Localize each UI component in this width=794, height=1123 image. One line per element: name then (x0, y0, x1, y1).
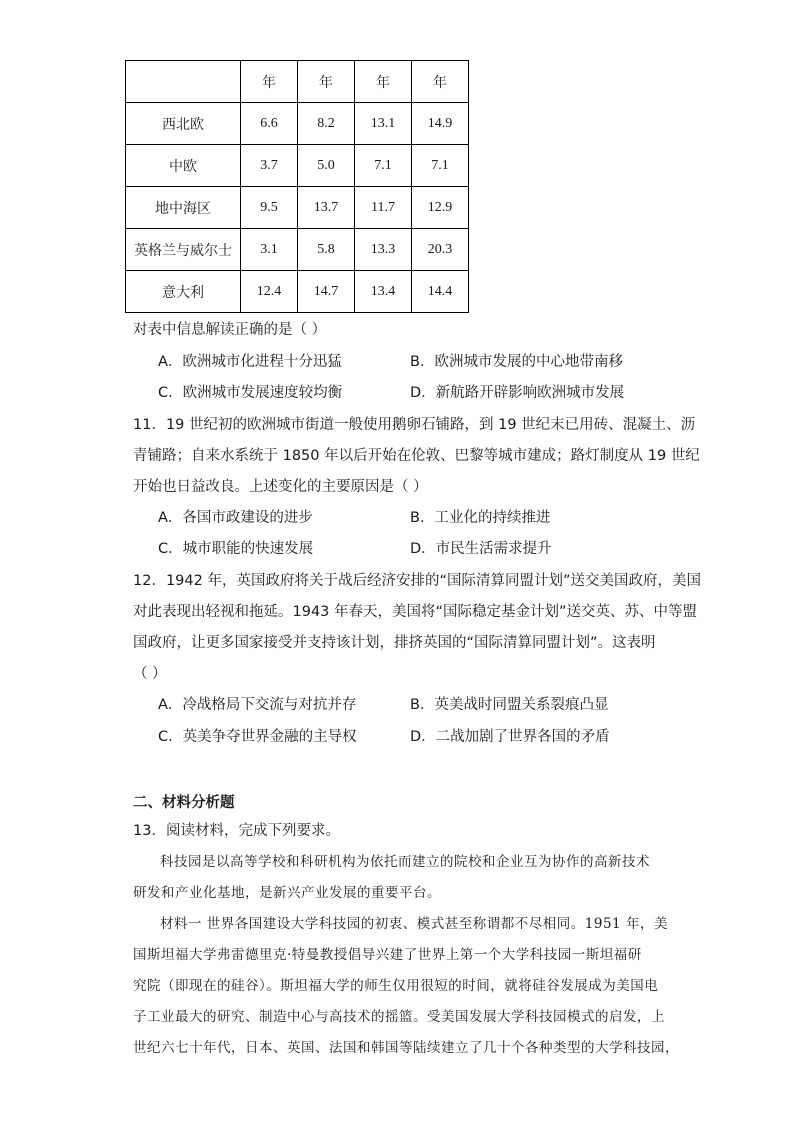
table-header-cell: 年 (298, 61, 355, 103)
material-one-line1: 材料一 世界各国建设大学科技园的初衷、模式甚至称谓都不尽相同。1951 年，美 (160, 916, 668, 932)
table-header-cell: 年 (241, 61, 298, 103)
q11-option-a[interactable]: A．各国市政建设的进步 (158, 510, 313, 526)
q12-option-b[interactable]: B．英美战时同盟关系裂痕凸显 (410, 697, 609, 713)
q12-option-c[interactable]: C．英美争夺世界金融的主导权 (158, 729, 357, 745)
value-cell: 9.5 (241, 187, 298, 229)
value-cell: 12.4 (241, 271, 298, 313)
q11-option-b[interactable]: B．工业化的持续推进 (410, 510, 551, 526)
urbanization-table (125, 60, 469, 313)
region-cell: 地中海区 (126, 187, 241, 229)
q12-option-a[interactable]: A．冷战格局下交流与对抗并存 (158, 697, 357, 713)
value-cell: 12.9 (412, 187, 469, 229)
material-one-line5: 世纪六七十年代，日本、英国、法国和韩国等陆续建立了几十个各种类型的大学科技园， (133, 1040, 679, 1056)
region-cell: 中欧 (126, 145, 241, 187)
value-cell: 14.4 (412, 271, 469, 313)
material-one-line4: 子工业最大的研究、制造中心与高技术的摇篮。受美国发展大学科技园模式的启发，上 (133, 1009, 665, 1025)
value-cell: 5.0 (298, 145, 355, 187)
q11-option-d[interactable]: D．市民生活需求提升 (410, 541, 552, 557)
value-cell: 14.9 (412, 103, 469, 145)
table-header-row (126, 61, 469, 103)
region-cell: 意大利 (126, 271, 241, 313)
q12-stem-line1: 12．1942 年，英国政府将关于战后经济安排的“国际清算同盟计划”送交美国政府，美国 (133, 573, 701, 589)
section-title: 二、材料分析题 (133, 795, 235, 811)
value-cell: 13.4 (355, 271, 412, 313)
value-cell: 11.7 (355, 187, 412, 229)
q13-intro: 13．阅读材料，完成下列要求。 (133, 823, 340, 839)
q10-option-c[interactable]: C．欧洲城市发展速度较均衡 (158, 385, 343, 401)
value-cell: 3.1 (241, 229, 298, 271)
q10-stem: 对表中信息解读正确的是（ ） (133, 322, 327, 338)
value-cell: 6.6 (241, 103, 298, 145)
q10-option-a[interactable]: A．欧洲城市化进程十分迅猛 (158, 354, 342, 370)
q11-stem-line2: 青铺路；自来水系统于 1850 年以后开始在伦敦、巴黎等城市建成；路灯制度从 19 世纪 (133, 448, 700, 464)
material-intro-line2: 研发和产业化基地，是新兴产业发展的重要平台。 (133, 885, 441, 901)
table-header-cell: 年 (355, 61, 412, 103)
material-intro-line1: 科技园是以高等学校和科研机构为依托而建立的院校和企业互为协作的高新技术 (160, 854, 650, 870)
region-cell: 西北欧 (126, 103, 241, 145)
q11-stem-line3: 开始也日益改良。上述变化的主要原因是（ ） (133, 479, 428, 495)
table-row (126, 103, 469, 145)
table-row (126, 187, 469, 229)
q11-stem-line1: 11．19 世纪初的欧洲城市街道一般使用鹅卵石铺路，到 19 世纪末已用砖、混凝土、沥 (133, 417, 696, 433)
q12-stem-line2: 对此表现出轻视和拖延。1943 年春天，美国将“国际稳定基金计划”送交英、苏、中等盟 (133, 604, 698, 620)
table-row (126, 271, 469, 313)
value-cell: 7.1 (355, 145, 412, 187)
material-one-line3: 究院（即现在的硅谷）。斯坦福大学的师生仅用很短的时间，就将硅谷发展成为美国电 (133, 978, 659, 994)
value-cell: 3.7 (241, 145, 298, 187)
q12-option-d[interactable]: D．二战加剧了世界各国的矛盾 (410, 729, 610, 745)
value-cell: 20.3 (412, 229, 469, 271)
table-row (126, 229, 469, 271)
table-header-cell: 年 (412, 61, 469, 103)
value-cell: 13.1 (355, 103, 412, 145)
q10-option-d[interactable]: D．新航路开辟影响欧洲城市发展 (410, 385, 625, 401)
value-cell: 8.2 (298, 103, 355, 145)
value-cell: 13.7 (298, 187, 355, 229)
q12-stem-line3: 国政府，让更多国家接受并支持该计划，排挤英国的“国际清算同盟计划”。这表明 (133, 635, 656, 651)
q11-option-c[interactable]: C．城市职能的快速发展 (158, 541, 314, 557)
q12-stem-line4: （ ） (133, 666, 167, 682)
q10-option-b[interactable]: B．欧洲城市发展的中心地带南移 (410, 354, 623, 370)
value-cell: 14.7 (298, 271, 355, 313)
table-row (126, 145, 469, 187)
value-cell: 7.1 (412, 145, 469, 187)
value-cell: 13.3 (355, 229, 412, 271)
table-header-cell (126, 61, 241, 103)
value-cell: 5.8 (298, 229, 355, 271)
region-cell: 英格兰与威尔士 (126, 229, 241, 271)
material-one-line2: 国斯坦福大学弗雷德里克·特曼教授倡导兴建了世界上第一个大学科技园一斯坦福研 (133, 947, 642, 963)
